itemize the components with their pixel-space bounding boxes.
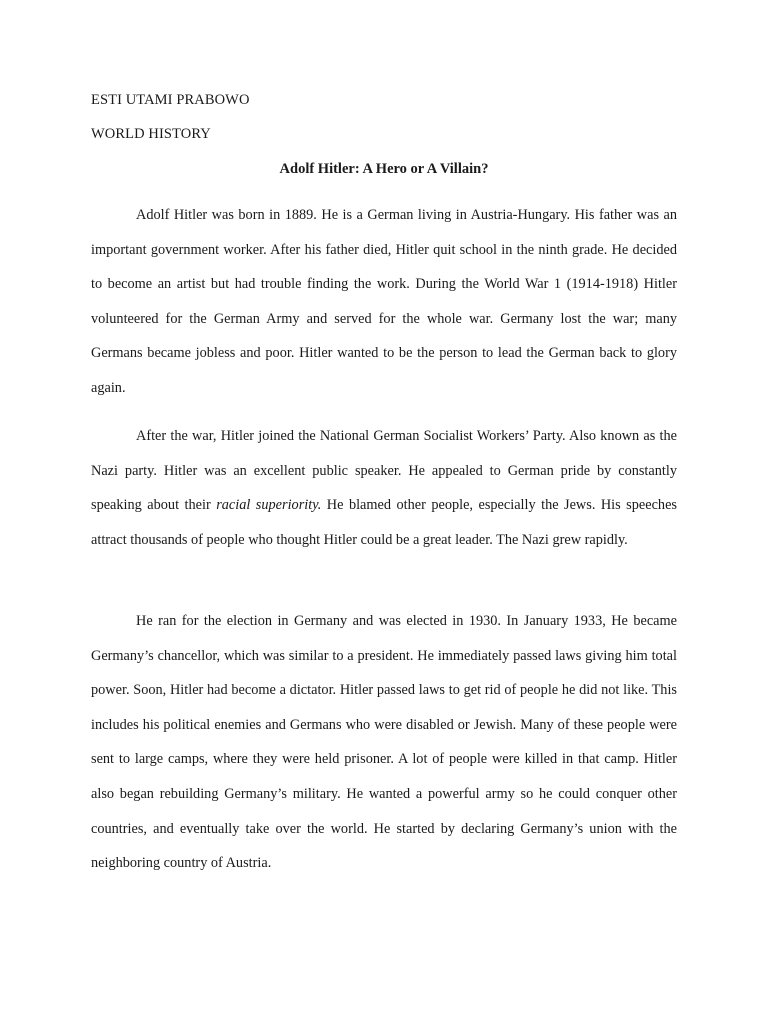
course-name: WORLD HISTORY [91, 126, 211, 142]
paragraph-2-text-end: He blamed other people, especially the Jews. His speeches attract thousands of people who thought Hitler could be a great leader. The Nazi grew rapidly. [91, 497, 677, 548]
paragraph-1: Adolf Hitler was born in 1889. He is a German living in Austria-Hungary. His father was an important government worker. After his father died, Hitler quit school in the ninth grade. He decided to become an artist but had trouble finding the work. During the World War 1 (1914-1918) Hitler volunteered for the German Army and served for the whole war. Germany lost the war; many Germans became jobless and poor. Hitler wanted to be the person to lead the German back to glory again. [91, 207, 677, 396]
paragraph-2 [91, 419, 677, 557]
paragraph-3: He ran for the election in Germany and was elected in 1930. In January 1933, He became Germany’s chancellor, which was similar to a president. He immediately passed laws giving him total power. Soon, Hitler had become a dictator. Hitler passed laws to get rid of people he did not like. This includes his political enemies and Germans who were disabled or Jewish. Many of these people were sent to large camps, where they were held prisoner. A lot of people were killed in that camp. Hitler also began rebuilding Germany’s military. He wanted a powerful army so he could conquer other countries, and eventually take over the world. He started by declaring Germany’s union with the neighboring country of Austria. [91, 613, 677, 872]
paragraph-2-emphasis: racial superiority. [216, 497, 322, 514]
paragraph-2-text-start: After the war, Hitler joined the National German Socialist Workers’ Party. Also known as the Nazi party. Hitler was an excellent public speaker. He appealed to German pride by constantly speaking about their [91, 428, 677, 514]
document-title: Adolf Hitler: A Hero or A Villain? [279, 161, 489, 177]
author-name: ESTI UTAMI PRABOWO [91, 92, 250, 108]
